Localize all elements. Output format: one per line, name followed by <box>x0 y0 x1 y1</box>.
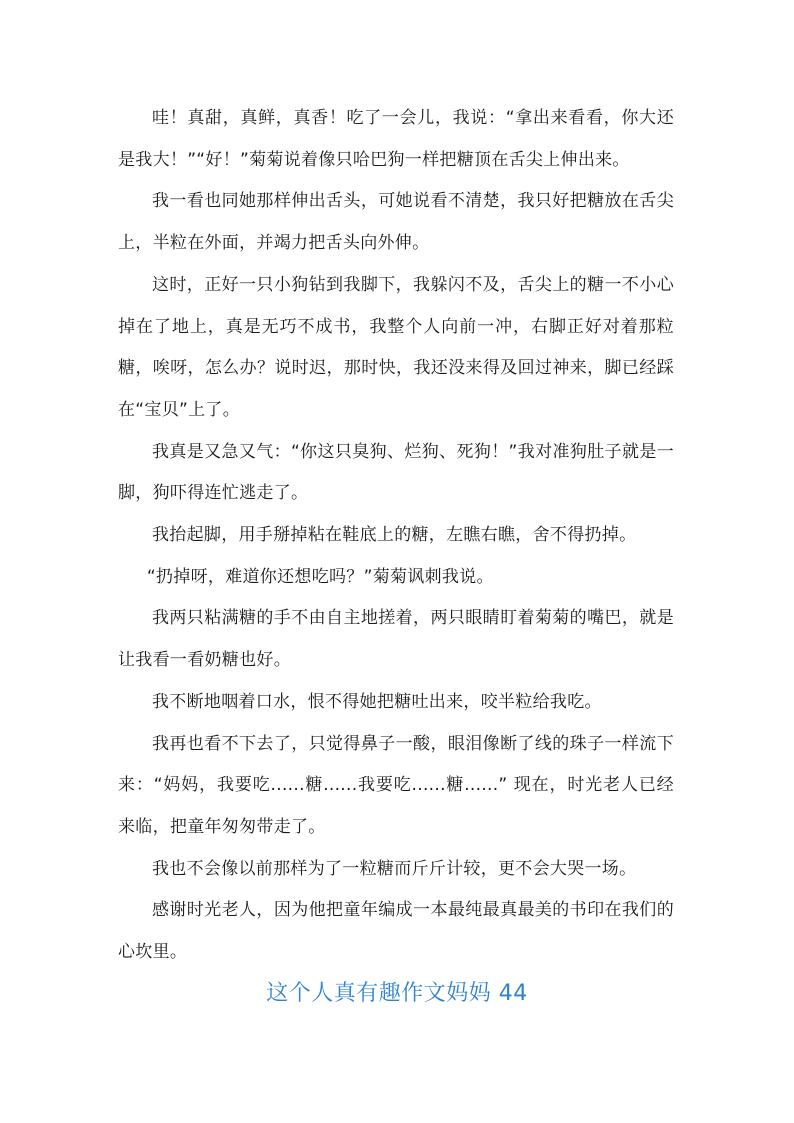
paragraph-6: “扔掉呀，难道你还想吃吗？”菊菊讽刺我说。 <box>146 566 494 587</box>
paragraph-9: 我再也看不下去了，只觉得鼻子一酸，眼泪像断了线的珠子一样流下来：“妈妈，我要吃......糖......我要吃......糖......” 现在，时光老人已经来临，把童年匆匆带走了。 <box>118 733 674 837</box>
paragraph-4: 我真是又急又气：“你这只臭狗、烂狗、死狗！”我对准狗肚子就是一脚，狗吓得连忙逃走了。 <box>118 441 674 504</box>
document-body <box>118 98 674 974</box>
paragraph-3: 这时，正好一只小狗钻到我脚下，我躲闪不及，舌尖上的糖一不小心掉在了地上，真是无巧不成书，我整个人向前一冲，右脚正好对着那粒糖，唉呀，怎么办？说时迟，那时快，我还没来得及回过神来，脚已经踩在“宝贝”上了。 <box>118 274 674 420</box>
paragraph-1: 哇！真甜，真鲜，真香！吃了一会儿，我说：“拿出来看看，你大还是我大！”“好！”菊菊说着像只哈巴狗一样把糖顶在舌尖上伸出来。 <box>118 108 674 170</box>
paragraph-8: 我不断地咽着口水，恨不得她把糖吐出来，咬半粒给我吃。 <box>152 691 602 712</box>
section-title: 这个人真有趣作文妈妈 44 <box>266 981 528 1006</box>
paragraph-5: 我抬起脚，用手掰掉粘在鞋底上的糖，左瞧右瞧，舍不得扔掉。 <box>152 525 637 546</box>
paragraph-10: 我也不会像以前那样为了一粒糖而斤斤计较，更不会大哭一场。 <box>152 858 637 879</box>
paragraph-11: 感谢时光老人，因为他把童年编成一本最纯最真最美的书印在我们的心坎里。 <box>118 900 674 963</box>
paragraph-2: 我一看也同她那样伸出舌头，可她说看不清楚，我只好把糖放在舌尖上，半粒在外面，并竭力把舌头向外伸。 <box>118 191 674 254</box>
paragraph-7: 我两只粘满糖的手不由自主地搓着，两只眼睛盯着菊菊的嘴巴，就是让我看一看奶糖也好。 <box>118 608 674 671</box>
